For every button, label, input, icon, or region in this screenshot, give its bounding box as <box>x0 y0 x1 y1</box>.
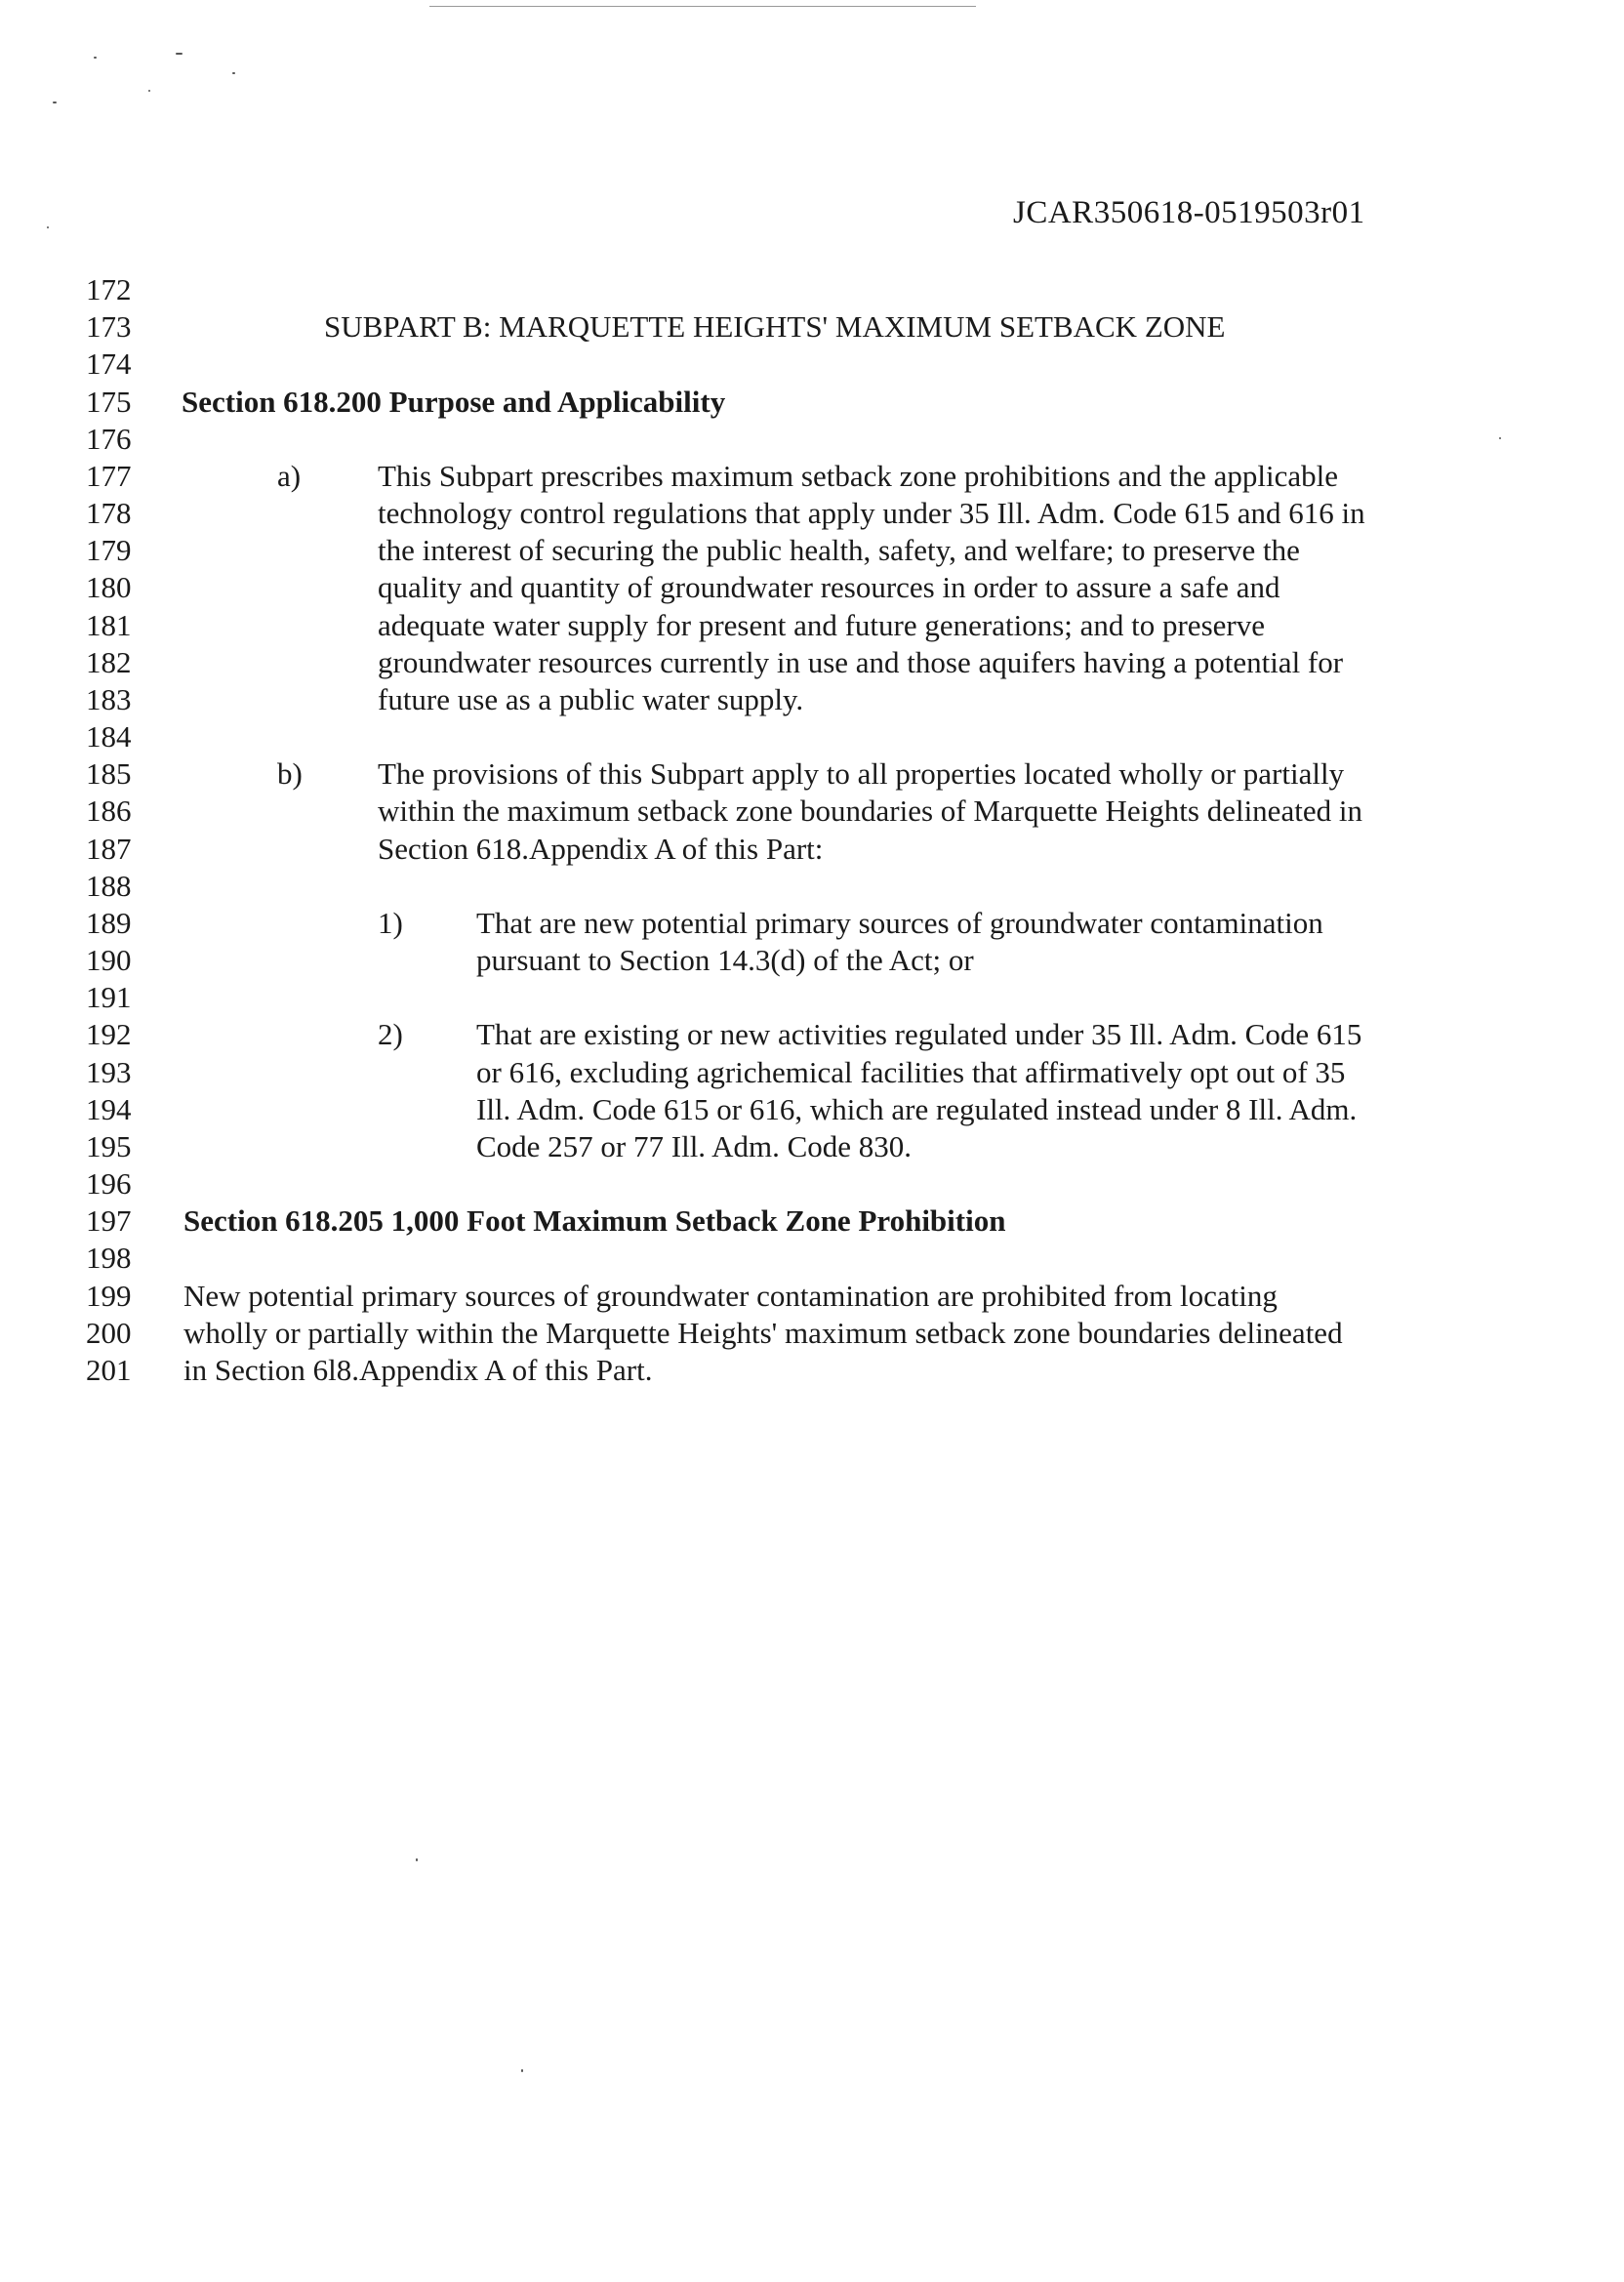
line-number: 195 <box>86 1129 132 1163</box>
item-b2-line: Ill. Adm. Code 615 or 616, which are regulated instead under 8 Ill. Adm. <box>476 1092 1358 1126</box>
line-number: 193 <box>86 1055 132 1089</box>
item-b-line: within the maximum setback zone boundaries of Marquette Heights delineated in <box>378 794 1362 828</box>
item-b-line: The provisions of this Subpart apply to all properties located wholly or partially <box>378 756 1345 791</box>
item-b1-line: pursuant to Section 14.3(d) of the Act; or <box>476 943 974 977</box>
item-a-label: a) <box>277 459 302 493</box>
line-number: 200 <box>86 1316 132 1350</box>
line-number: 180 <box>86 570 132 604</box>
scan-speck <box>47 226 49 228</box>
line-number: 172 <box>86 272 132 306</box>
line-number: 201 <box>86 1353 132 1387</box>
line-number: 186 <box>86 794 132 828</box>
item-b2-line: That are existing or new activities regulated under 35 Ill. Adm. Code 615 <box>476 1017 1362 1051</box>
line-number: 187 <box>86 832 132 866</box>
item-a-line: technology control regulations that apply under 35 Ill. Adm. Code 615 and 616 in <box>378 496 1365 530</box>
item-b2-label: 2) <box>378 1017 403 1051</box>
line-number: 189 <box>86 906 132 940</box>
section-200-heading: Section 618.200 Purpose and Applicability <box>182 385 726 419</box>
line-number: 173 <box>86 309 132 344</box>
item-a-line: the interest of securing the public health, safety, and welfare; to preserve the <box>378 533 1300 567</box>
line-number: 190 <box>86 943 132 977</box>
scan-speck <box>94 57 97 59</box>
section-205-line: wholly or partially within the Marquette Heights' maximum setback zone boundaries delineated <box>183 1316 1343 1350</box>
line-number: 175 <box>86 385 132 419</box>
line-number: 185 <box>86 756 132 791</box>
line-number: 182 <box>86 645 132 679</box>
line-number: 194 <box>86 1092 132 1126</box>
item-b-label: b) <box>277 756 303 791</box>
scan-speck <box>53 102 57 103</box>
line-number: 177 <box>86 459 132 493</box>
item-b-line: Section 618.Appendix A of this Part: <box>378 832 824 866</box>
line-number: 196 <box>86 1166 132 1201</box>
subpart-heading: SUBPART B: MARQUETTE HEIGHTS' MAXIMUM SETBACK ZONE <box>324 309 1226 344</box>
item-b2-line: or 616, excluding agrichemical facilities that affirmatively opt out of 35 <box>476 1055 1346 1089</box>
line-number: 192 <box>86 1017 132 1051</box>
line-number: 183 <box>86 682 132 716</box>
item-a-line: quality and quantity of groundwater resources in order to assure a safe and <box>378 570 1280 604</box>
scan-speck <box>176 53 183 55</box>
section-205-line: in Section 6l8.Appendix A of this Part. <box>183 1353 653 1387</box>
line-number: 191 <box>86 980 132 1014</box>
item-a-line: adequate water supply for present and future generations; and to preserve <box>378 608 1265 642</box>
scan-speck <box>232 72 235 74</box>
line-number: 199 <box>86 1279 132 1313</box>
line-number: 188 <box>86 869 132 903</box>
scan-artifact-line <box>429 6 976 7</box>
scan-speck <box>148 90 150 92</box>
item-a-line: future use as a public water supply. <box>378 682 804 716</box>
scan-speck <box>416 1858 418 1861</box>
line-number: 198 <box>86 1241 132 1275</box>
item-b1-line: That are new potential primary sources of groundwater contamination <box>476 906 1323 940</box>
section-205-heading: Section 618.205 1,000 Foot Maximum Setback Zone Prohibition <box>183 1203 1006 1238</box>
item-a-line: groundwater resources currently in use and those aquifers having a potential for <box>378 645 1344 679</box>
item-b2-line: Code 257 or 77 Ill. Adm. Code 830. <box>476 1129 913 1163</box>
line-number: 174 <box>86 346 132 381</box>
scan-speck <box>1499 437 1501 439</box>
scan-speck <box>521 2069 523 2072</box>
line-number: 178 <box>86 496 132 530</box>
line-number: 181 <box>86 608 132 642</box>
item-a-line: This Subpart prescribes maximum setback zone prohibitions and the applicable <box>378 459 1338 493</box>
line-number: 179 <box>86 533 132 567</box>
item-b1-label: 1) <box>378 906 403 940</box>
line-number: 184 <box>86 719 132 754</box>
section-205-line: New potential primary sources of groundwater contamination are prohibited from locating <box>183 1279 1278 1313</box>
line-number: 176 <box>86 422 132 456</box>
document-id: JCAR350618-0519503r01 <box>1013 195 1365 230</box>
line-number: 197 <box>86 1203 132 1238</box>
